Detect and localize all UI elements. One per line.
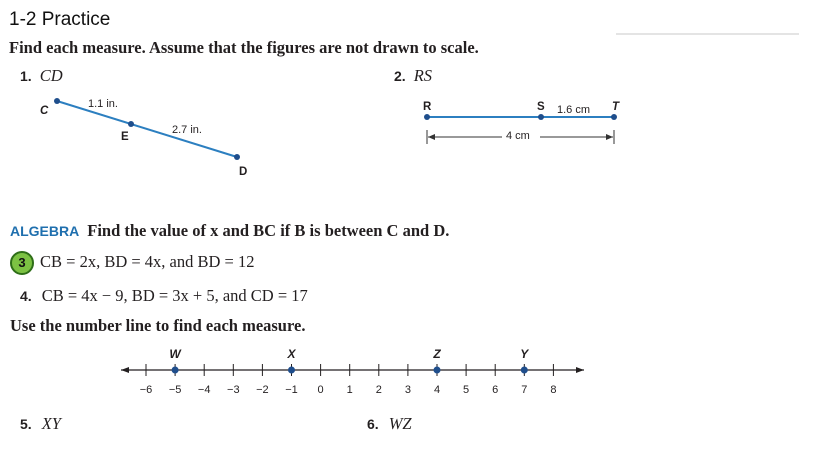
problem-3-number: 3	[10, 251, 34, 275]
number-line-point-x	[288, 367, 295, 374]
number-line-label-z: Z	[433, 347, 441, 361]
tick-label: −3	[227, 384, 240, 396]
problem-2-label: RS	[413, 66, 433, 85]
instructions: Find each measure. Assume that the figures are not drawn to scale.	[9, 38, 479, 57]
number-line-point-w	[172, 367, 179, 374]
tick-label: −6	[139, 384, 153, 396]
length-ce: 1.1 in.	[88, 98, 118, 110]
page-title: 1-2 Practice	[9, 9, 111, 30]
tick-label: 7	[521, 384, 528, 396]
tick-label: −4	[197, 384, 211, 396]
tick-label: −5	[168, 384, 182, 396]
length-ed: 2.7 in.	[172, 124, 202, 136]
problem-3-text: CB = 2x, BD = 4x, and BD = 12	[40, 252, 255, 271]
length-rt: 4 cm	[506, 130, 530, 142]
problem-1-label: CD	[39, 66, 63, 85]
point-e-label: E	[121, 131, 129, 143]
number-line-point-y	[521, 367, 528, 374]
problem-5-label: XY	[41, 414, 61, 433]
number-line-label-y: Y	[520, 347, 529, 361]
tick-label: 8	[550, 384, 557, 396]
number-line-point-z	[434, 367, 441, 374]
problem-4-text: CB = 4x − 9, BD = 3x + 5, and CD = 17	[41, 286, 308, 305]
number-line-label-w: W	[169, 347, 181, 361]
numberline-instructions: Use the number line to find each measure.	[10, 316, 306, 335]
tick-label: 1	[346, 384, 353, 396]
algebra-tag: ALGEBRA	[10, 223, 80, 239]
point-s-label: S	[537, 101, 545, 113]
number-line-arrow-left	[121, 367, 129, 373]
problem-6-label: WZ	[388, 414, 412, 433]
problem-5	[20, 414, 61, 434]
tick-label: −1	[285, 384, 298, 396]
problem-6-number: 6.	[367, 416, 379, 432]
problem-1-number: 1.	[20, 68, 32, 84]
tick-label: 5	[463, 384, 470, 396]
problem-2-number: 2.	[394, 68, 406, 84]
point-r-label: R	[423, 101, 432, 113]
tick-label: −2	[256, 384, 269, 396]
point-c-label: C	[40, 105, 49, 117]
length-st: 1.6 cm	[557, 104, 591, 116]
tick-label: 6	[492, 384, 499, 396]
number-line-label-x: X	[287, 347, 296, 361]
problem-6	[367, 414, 412, 434]
algebra-prompt: Find the value of x and BC if B is between C and D.	[87, 221, 450, 240]
tick-label: 4	[433, 384, 441, 396]
problem-5-number: 5.	[20, 416, 32, 432]
point-d-label: D	[239, 166, 248, 178]
number-line-arrow-right	[576, 367, 584, 373]
tick-label: 3	[404, 384, 411, 396]
point-t-label: T	[612, 101, 620, 113]
problem-4-number: 4.	[20, 288, 32, 304]
tick-label: 2	[375, 384, 382, 396]
tick-label: 0	[317, 384, 324, 396]
